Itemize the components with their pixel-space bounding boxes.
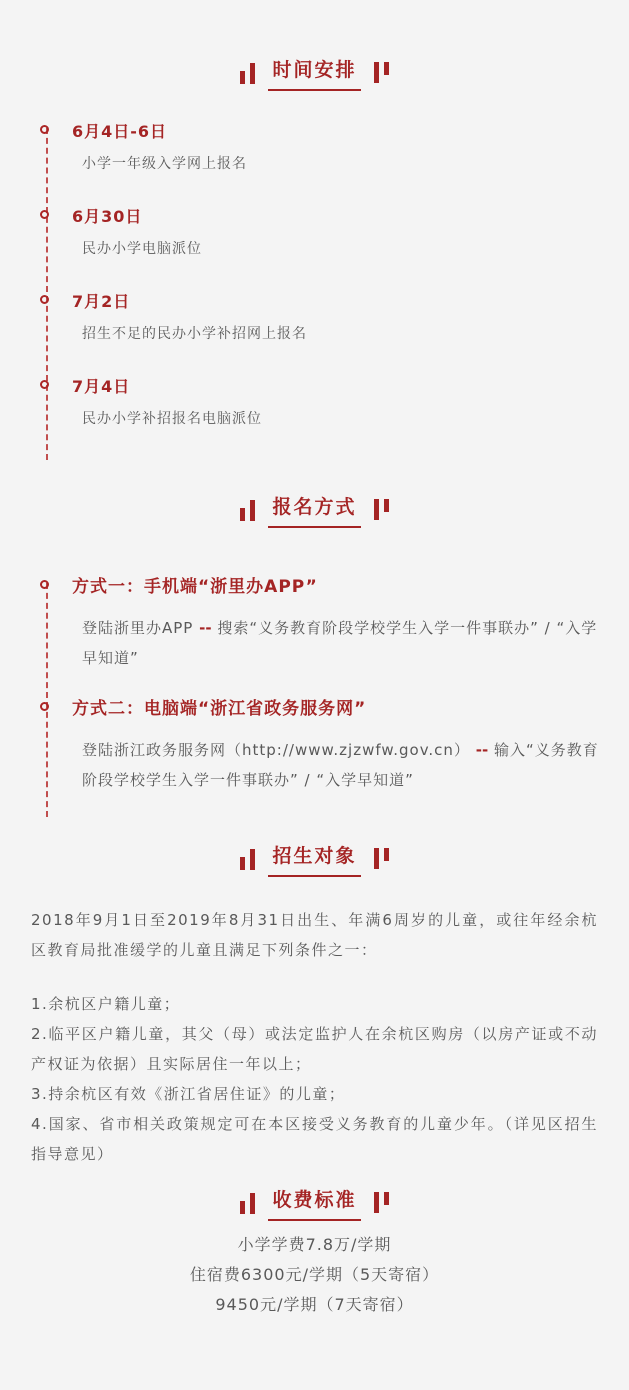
timeline-item (0, 122, 629, 173)
section-title-target: 招生对象 (268, 841, 360, 877)
timeline-desc: 民办小学电脑派位 (82, 241, 202, 257)
method-ring-icon (40, 580, 49, 589)
timeline-date: 6月30日 (72, 207, 143, 226)
method-item (0, 698, 629, 795)
condition-item: 3.持余杭区有效《浙江省居住证》的儿童； (31, 1085, 346, 1103)
method-heading: 方式一：手机端“浙里办APP” (72, 577, 318, 597)
section-title-schedule: 时间安排 (268, 55, 360, 91)
timeline-desc: 民办小学补招报名电脑派位 (82, 411, 262, 427)
method-body-text: 登陆浙江政务服务网（http://www.zjzwfw.gov.cn） (82, 741, 476, 759)
condition-item: 2.临平区户籍儿童，其父（母）或法定监护人在余杭区购房（以房产证或不动产权证为依据）且实际居住一年以上； (31, 1025, 598, 1073)
method-heading: 方式二：电脑端“浙江省政务服务网” (72, 699, 367, 719)
section-header-schedule (0, 0, 629, 91)
method-body-text: 搜索“义务教育阶段学校学生入学一件事联办” / “入学早知道” (82, 619, 598, 667)
timeline-ring-icon (40, 125, 49, 134)
fees-block (0, 1230, 629, 1320)
method-item (0, 576, 629, 673)
target-intro: 2018年9月1日至2019年8月31日出生、年满6周岁的儿童，或往年经余杭区教育局批准缓学的儿童且满足下列条件之一： (31, 911, 598, 959)
registration-methods (0, 576, 629, 795)
timeline-date: 6月4日-6日 (72, 122, 168, 141)
header-bars-right-icon (374, 499, 399, 521)
section-header-registration (0, 492, 629, 528)
section-title-registration: 报名方式 (268, 492, 360, 528)
timeline-desc: 小学一年级入学网上报名 (82, 156, 247, 172)
fee-line: 小学学费7.8万/学期 (237, 1235, 392, 1254)
timeline-item (0, 207, 629, 258)
timeline-ring-icon (40, 380, 49, 389)
method-body (72, 613, 629, 673)
section-header-target (0, 841, 629, 877)
timeline-ring-icon (40, 210, 49, 219)
section-title-fees: 收费标准 (268, 1185, 360, 1221)
header-bars-left-icon (230, 848, 255, 870)
method-body-text: 登陆浙里办APP (82, 619, 200, 637)
condition-item: 1.余杭区户籍儿童； (31, 995, 181, 1013)
section-header-fees (0, 1185, 629, 1221)
timeline-date: 7月2日 (72, 292, 131, 311)
header-bars-left-icon (230, 1192, 255, 1214)
arrow-dashes-icon: -- (475, 741, 489, 759)
fee-line: 9450元/学期（7天寄宿） (215, 1295, 414, 1314)
header-bars-left-icon (230, 499, 255, 521)
method-ring-icon (40, 702, 49, 711)
method-body (72, 735, 629, 795)
timeline-desc: 招生不足的民办小学补招网上报名 (82, 326, 307, 342)
condition-item: 4.国家、省市相关政策规定可在本区接受义务教育的儿童少年。（详见区招生指导意见） (31, 1115, 598, 1163)
schedule-timeline (0, 122, 629, 428)
header-bars-left-icon (230, 62, 255, 84)
target-conditions-list (0, 989, 629, 1169)
header-bars-right-icon (374, 62, 399, 84)
header-bars-right-icon (374, 848, 399, 870)
method-body-text: 输入“义务教育阶段学校学生入学一件事联办” / “入学早知道” (82, 741, 599, 789)
header-bars-right-icon (374, 1192, 399, 1214)
timeline-date: 7月4日 (72, 377, 131, 396)
timeline-item (0, 292, 629, 343)
arrow-dashes-icon: -- (199, 619, 212, 637)
fee-line: 住宿费6300元/学期（5天寄宿） (189, 1265, 440, 1284)
timeline-item (0, 377, 629, 428)
timeline-ring-icon (40, 295, 49, 304)
